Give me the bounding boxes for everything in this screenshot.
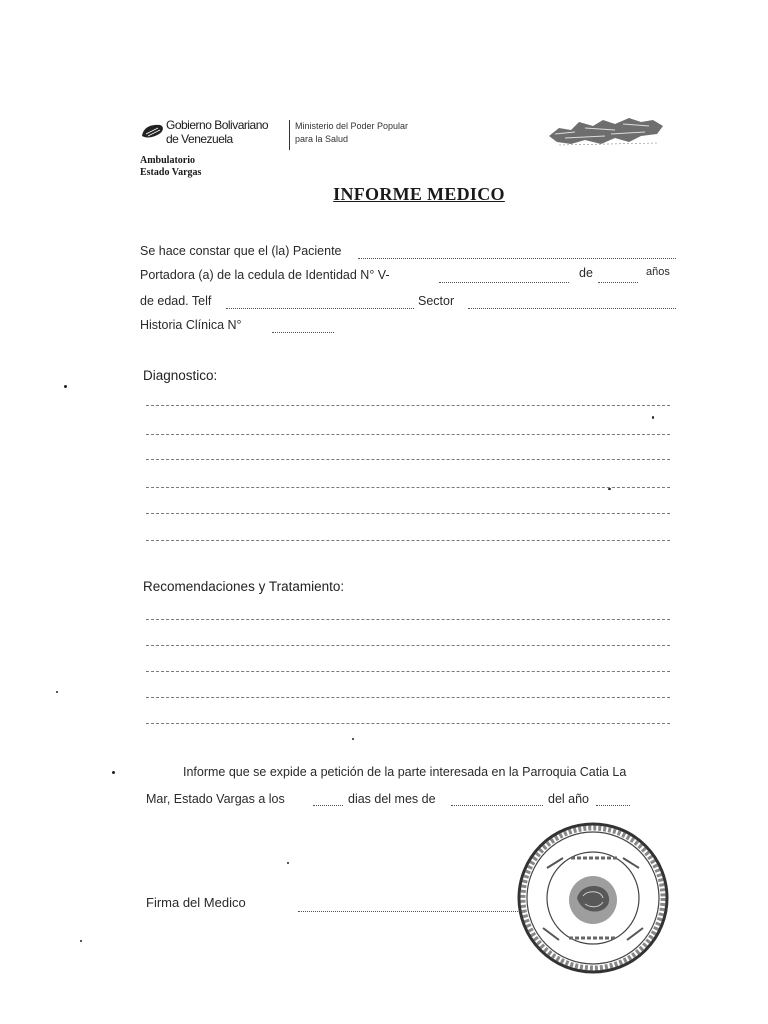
diagnostico-line-1[interactable] xyxy=(146,405,670,406)
closing-line-2a: Mar, Estado Vargas a los xyxy=(146,792,285,806)
letterhead xyxy=(140,118,680,188)
scan-speck xyxy=(56,691,58,693)
diagnostico-line-2[interactable] xyxy=(146,434,670,435)
recomendaciones-heading: Recomendaciones y Tratamiento: xyxy=(143,579,345,594)
scan-speck xyxy=(112,771,115,774)
recomendaciones-line-1[interactable] xyxy=(146,619,670,620)
diagnostico-heading: Diagnostico: xyxy=(143,368,218,383)
diagnostico-line-5[interactable] xyxy=(146,513,670,514)
recomendaciones-line-5[interactable] xyxy=(146,723,670,724)
scan-speck xyxy=(352,738,354,740)
recomendaciones-line-2[interactable] xyxy=(146,645,670,646)
edad-field[interactable] xyxy=(598,282,638,283)
ambulatorio-label: Ambulatorio xyxy=(140,155,195,166)
paciente-field[interactable] xyxy=(358,258,676,259)
scan-speck xyxy=(64,385,67,388)
closing-line-2b: dias del mes de xyxy=(348,792,436,806)
ministry-line-1: Ministerio del Poder Popular xyxy=(295,121,409,131)
header-divider xyxy=(289,120,290,150)
diagnostico-line-4[interactable] xyxy=(146,487,670,488)
government-line-1: Gobierno Bolivariano xyxy=(166,118,269,132)
government-name xyxy=(166,118,268,146)
cedula-field[interactable] xyxy=(439,282,569,283)
estado-label: Estado Vargas xyxy=(140,167,202,178)
closing-line-1: Informe que se expide a petición de la parte interesada en la Parroquia Catia La xyxy=(183,765,627,779)
telefono-field[interactable] xyxy=(226,308,414,309)
closing-line-2c: del año xyxy=(548,792,590,806)
page-title xyxy=(0,184,768,205)
facility-info xyxy=(140,155,201,179)
scan-speck xyxy=(80,940,82,942)
venezuela-map-logo-icon xyxy=(545,114,667,148)
cedula-label: Portadora (a) de la cedula de Identidad N° V- xyxy=(140,268,390,282)
official-stamp-icon xyxy=(513,818,673,978)
mes-field[interactable] xyxy=(451,805,543,806)
recomendaciones-line-4[interactable] xyxy=(146,697,670,698)
sector-label: Sector xyxy=(418,294,455,308)
scan-speck xyxy=(608,488,611,490)
historia-field[interactable] xyxy=(272,332,334,333)
dias-field[interactable] xyxy=(313,805,343,806)
ministry-line-2: para la Salud xyxy=(295,134,349,144)
ministry-name xyxy=(295,120,408,146)
diagnostico-line-3[interactable] xyxy=(146,459,670,460)
title-text: INFORME MEDICO xyxy=(333,184,505,204)
firma-field[interactable] xyxy=(298,911,518,912)
diagnostico-line-6[interactable] xyxy=(146,540,670,541)
sector-field[interactable] xyxy=(468,308,676,309)
government-logo-icon xyxy=(140,122,166,140)
edad-telf-label: de edad. Telf xyxy=(140,294,212,308)
recomendaciones-line-3[interactable] xyxy=(146,671,670,672)
scan-speck xyxy=(287,862,289,864)
firma-label: Firma del Medico xyxy=(146,895,246,910)
government-line-2: de Venezuela xyxy=(166,132,233,146)
historia-label: Historia Clínica N° xyxy=(140,318,242,332)
ano-field[interactable] xyxy=(596,805,630,806)
paciente-label: Se hace constar que el (la) Paciente xyxy=(140,244,342,258)
scan-speck xyxy=(652,416,654,419)
anos-label: años xyxy=(646,266,670,278)
de-label: de xyxy=(579,266,593,280)
